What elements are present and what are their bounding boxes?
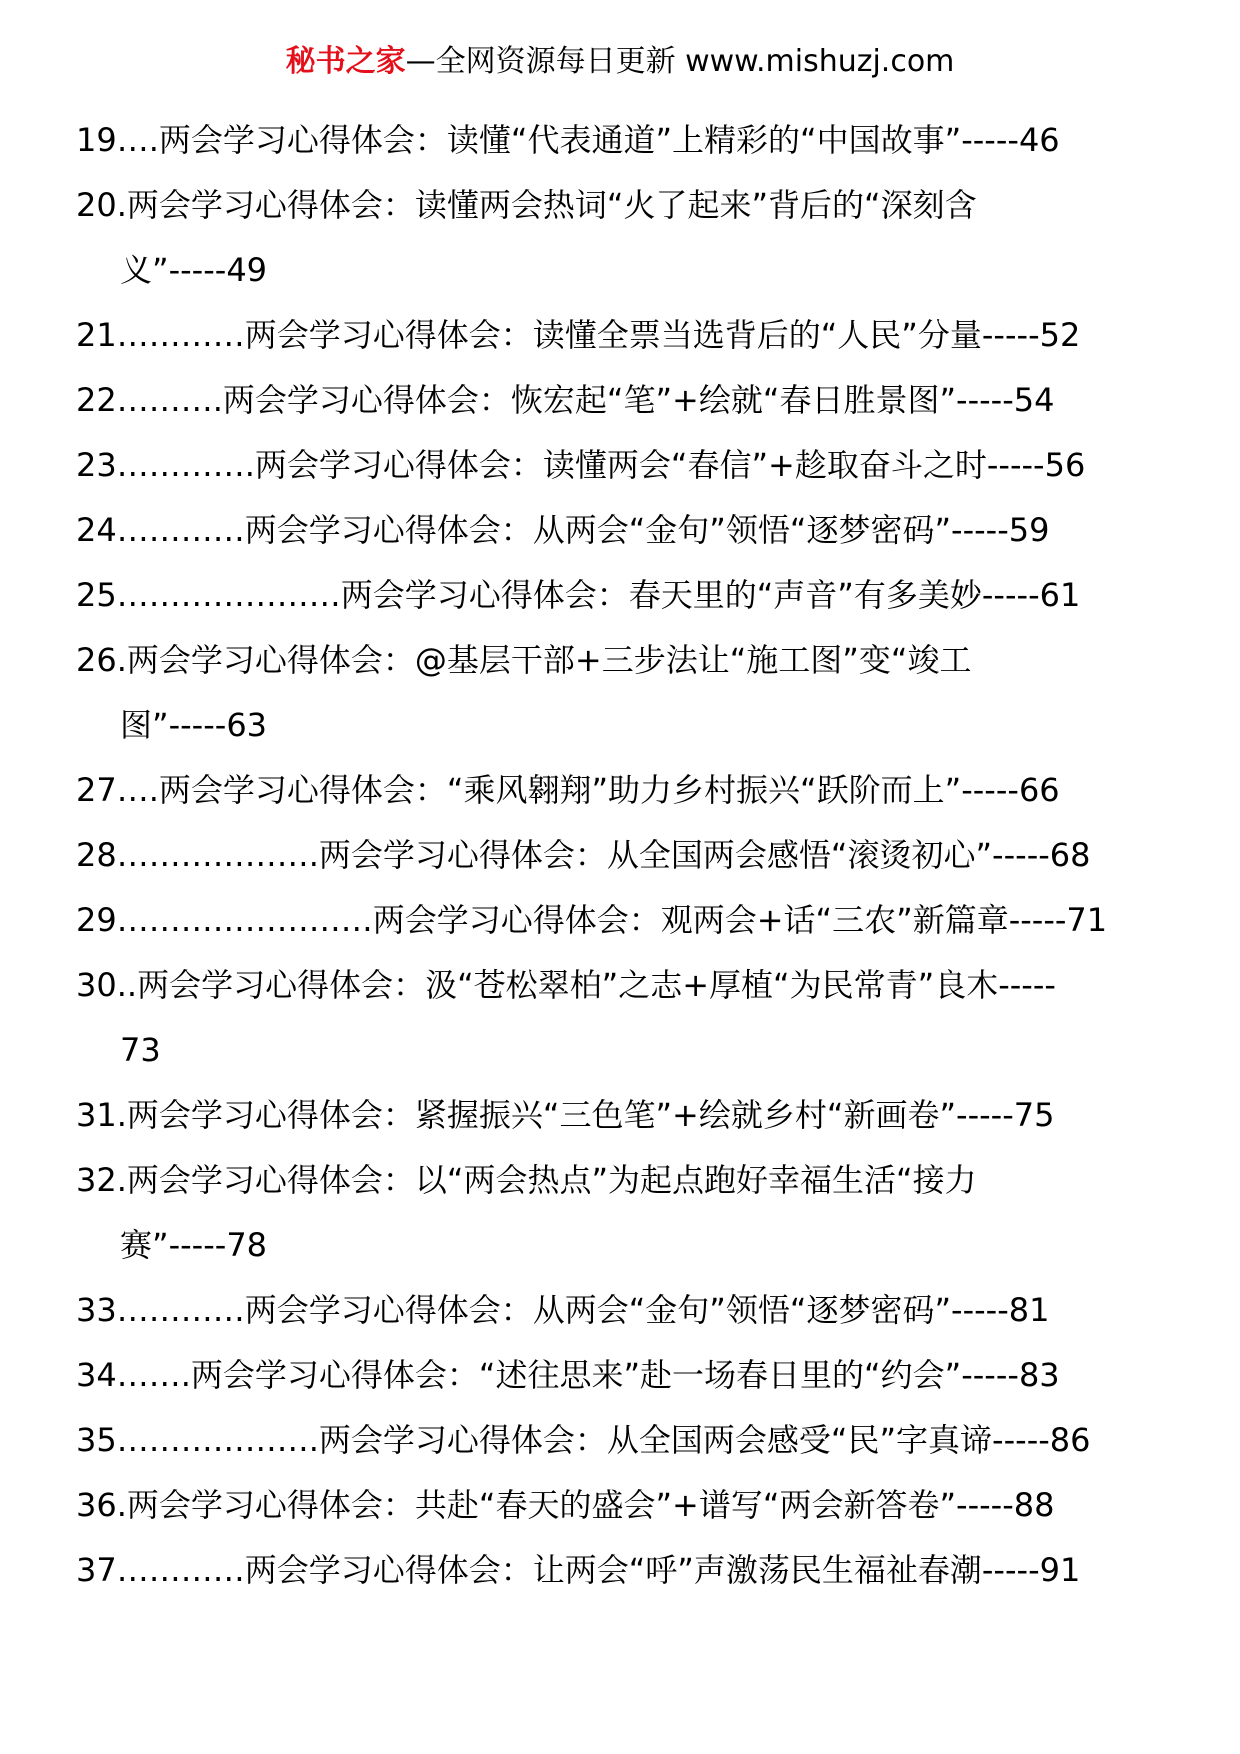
- page-header: [0, 42, 1240, 82]
- toc-entry: 31.两会学习心得体会：紧握振兴“三色笔”+绘就乡村“新画卷”-----75: [76, 1096, 1055, 1134]
- toc-entry: 29……………………两会学习心得体会：观两会+话“三农”新篇章-----71: [76, 901, 1108, 939]
- toc-entry: 26.两会学习心得体会：@基层干部+三步法让“施工图”变“竣工 图”-----63: [76, 641, 972, 744]
- toc-entry: 37…………两会学习心得体会：让两会“呼”声激荡民生福祉春潮-----91: [76, 1551, 1081, 1589]
- toc-entry: 35……………….两会学习心得体会：从全国两会感受“民”字真谛-----86: [76, 1421, 1091, 1459]
- toc-entry: 33…………两会学习心得体会：从两会“金句”领悟“逐梦密码”-----81: [76, 1291, 1050, 1329]
- toc-entry: 32.两会学习心得体会：以“两会热点”为起点跑好幸福生活“接力 赛”-----78: [76, 1161, 977, 1264]
- toc-entry: 27….两会学习心得体会：“乘风翱翔”助力乡村振兴“跃阶而上”-----66: [76, 771, 1060, 809]
- toc-entry: 19….两会学习心得体会：读懂“代表通道”上精彩的“中国故事”-----46: [76, 121, 1060, 159]
- toc-entry: 36.两会学习心得体会：共赴“春天的盛会”+谱写“两会新答卷”-----88: [76, 1486, 1055, 1524]
- toc-entry: 21…………两会学习心得体会：读懂全票当选背后的“人民”分量-----52: [76, 316, 1081, 354]
- toc-entry: 30..两会学习心得体会：汲“苍松翠柏”之志+厚植“为民常青”良木----- 73: [76, 966, 1056, 1069]
- toc-entry: 34…….两会学习心得体会：“述往思来”赴一场春日里的“约会”-----83: [76, 1356, 1060, 1394]
- toc-entry: 25…………………两会学习心得体会：春天里的“声音”有多美妙-----61: [76, 576, 1081, 614]
- table-of-contents: [76, 108, 1166, 1603]
- toc-entry: 28……………….两会学习心得体会：从全国两会感悟“滚烫初心”-----68: [76, 836, 1091, 874]
- toc-entry: 24…………两会学习心得体会：从两会“金句”领悟“逐梦密码”-----59: [76, 511, 1050, 549]
- toc-entry: 22……….两会学习心得体会：恢宏起“笔”+绘就“春日胜景图”-----54: [76, 381, 1055, 419]
- toc-entry: 23………….两会学习心得体会：读懂两会“春信”+趁取奋斗之时-----56: [76, 446, 1086, 484]
- toc-entry: 20.两会学习心得体会：读懂两会热词“火了起来”背后的“深刻含 义”-----49: [76, 186, 977, 289]
- brand-name: 秘书之家: [285, 44, 406, 79]
- header-tagline: —全网资源每日更新 www.mishuzj.com: [405, 44, 955, 79]
